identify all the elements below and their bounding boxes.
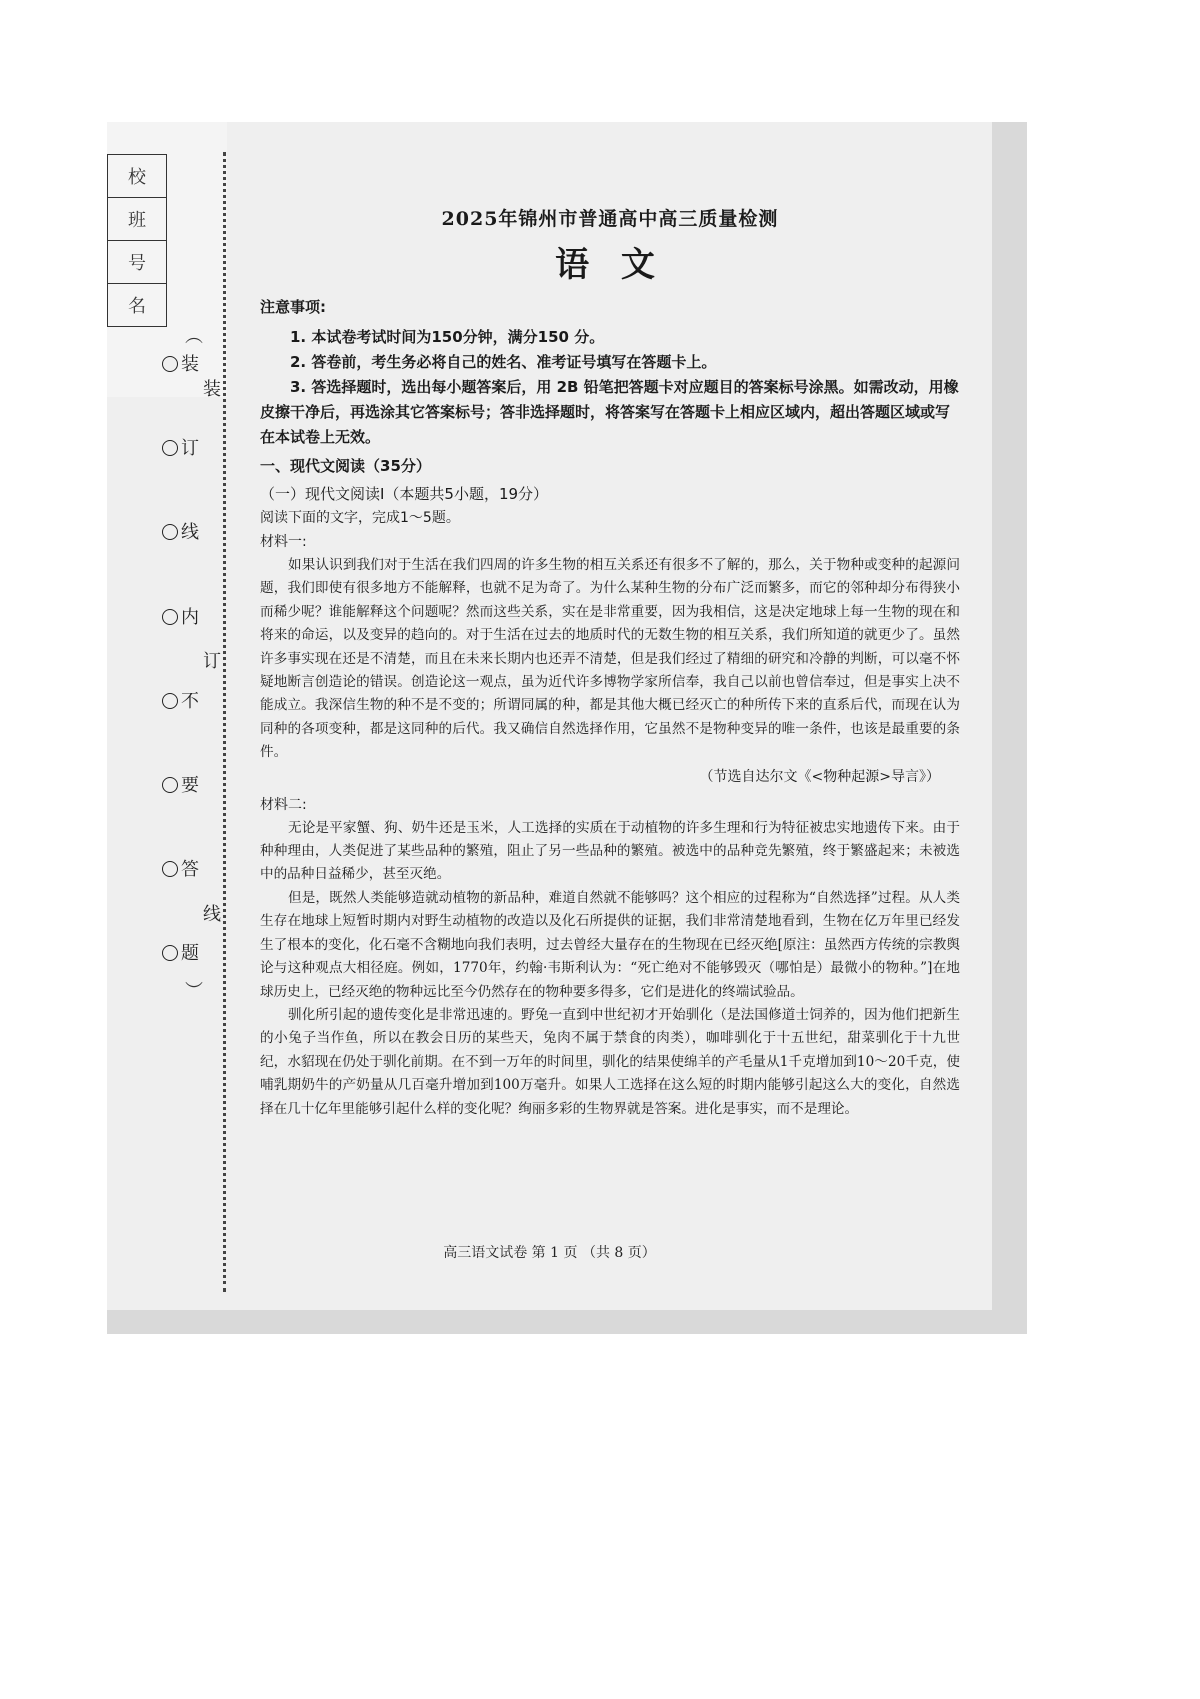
material-1-source: （节选自达尔文《<物种起源>导言》） — [699, 768, 940, 785]
exam-content — [260, 192, 960, 1121]
binding-label-zhuang: 装 — [203, 379, 221, 400]
subject-title: 语 文 — [555, 245, 665, 285]
info-label-number: 号 — [108, 241, 167, 284]
material-1-text: 如果认识到我们对于生活在我们四周的许多生物的相互关系还有很多不了解的，那么，关于物种或变种的起源问题，我们即使有很多地方不能解释，也就不足为奇了。为什么某种生物的分布广泛而繁多，而它的邻种却分布得狭小而稀少呢？谁能解释这个问题呢？然而这些关系，实在是非常重要，因为我相信，这是决定地球上每一生物的现在和将来的命运，以及变异的趋向的。对于生活在过去的地质时代的无数生物的相互关系，我们所知道的就更少了。虽然许多事实现在还是不清楚，而且在未来长期内也还弄不清楚，但是我们经过了精细的研究和冷静的判断，可以毫不怀疑地断言创造论的错误。创造论这一观点，虽为近代许多博物学家所信奉，我自己以前也曾信奉过，但是事实上决不能成立。我深信生物的种不是不变的；所谓同属的种，都是其他大概已经灭亡的种所传下来的直系后代，而现在认为同种的各项变种，都是这同种的后代。我又确信自然选择作用，它虽然不是物种变异的唯一条件，也该是最重要的条件。 — [260, 557, 960, 761]
seal-circle — [162, 861, 178, 877]
binding-label-ding: 订 — [203, 651, 221, 672]
material-2-paragraph: 但是，既然人类能够造就动植物的新品种，难道自然就不能够吗？这个相应的过程称为“自然选择”过程。从人类生存在地球上短暂时期内对野生动植物的改造以及化石所提供的证据，我们非常清楚地看到，生物在亿万年里已经发生了根本的变化，化石毫不含糊地向我们表明，过去曾经大量存在的生物现在已经灭绝[原注：虽然西方传统的宗教舆论与这种观点大相径庭。例如，1770年，约翰·韦斯利认为：“死亡绝对不能够毁灭（哪怕是）最微小的物种。”]在地球历史上，已经灭绝的物种远比至今仍然存在的物种要多得多，它们是进化的终端试验品。 — [260, 889, 960, 1000]
seal-char: 答 — [181, 859, 199, 880]
reading-instruction: 阅读下面的文字，完成1～5题。 — [260, 510, 460, 526]
info-label-name: 名 — [108, 284, 167, 327]
seal-circle — [162, 609, 178, 625]
seal-char: 不 — [181, 691, 199, 712]
page-footer: 高三语文试卷 第 1 页 （共 8 页） — [443, 1245, 656, 1261]
seal-char: 订 — [181, 438, 199, 459]
notice-item: 2. 答卷前，考生务必将自己的姓名、准考证号填写在答题卡上。 — [290, 353, 717, 371]
seal-char: 线 — [181, 522, 199, 543]
seal-char: 装 — [181, 354, 199, 375]
binding-dotted-line — [223, 152, 226, 1292]
seal-circle — [162, 524, 178, 540]
section-heading: 一、现代文阅读（35分） — [260, 457, 431, 475]
exam-title: 2025年锦州市普通高中高三质量检测 — [441, 208, 779, 230]
material-2-label: 材料二: — [260, 796, 307, 813]
scanned-page-shadow — [107, 122, 1027, 1334]
seal-circle — [162, 693, 178, 709]
notice-heading: 注意事项: — [260, 298, 326, 316]
exam-paper — [107, 122, 992, 1310]
subsection-heading: （一）现代文阅读Ⅰ（本题共5小题，19分） — [260, 485, 549, 503]
notice-item: 1. 本试卷考试时间为150分钟，满分150 分。 — [290, 328, 605, 346]
seal-circle — [162, 945, 178, 961]
material-1-label: 材料一: — [260, 534, 307, 550]
seal-paren-close: ︶ — [185, 981, 203, 1002]
material-2-paragraph: 无论是平家蟹、狗、奶牛还是玉米，人工选择的实质在于动植物的许多生理和行为特征被忠实地遗传下来。由于种种理由，人类促进了某些品种的繁殖，阻止了另一些品种的繁殖。被选中的品种竞先繁殖，终于繁盛起来；未被选中的品种日益稀少，甚至灭绝。 — [260, 819, 960, 883]
seal-char: 内 — [181, 607, 199, 628]
info-label-school: 校 — [108, 155, 167, 198]
info-label-class: 班 — [108, 198, 167, 241]
seal-char: 要 — [181, 775, 199, 796]
notice-item: 3. 答选择题时，选出每小题答案后，用 2B 铅笔把答题卡对应题目的答案标号涂黑。如需改动，用橡皮擦干净后，再选涂其它答案标号；答非选择题时，将答案写在答题卡上相应区域内，超出答题区域或写在本试卷上无效。 — [260, 378, 959, 446]
seal-circle — [162, 440, 178, 456]
seal-circle — [162, 777, 178, 793]
binding-label-xian: 线 — [203, 904, 221, 925]
seal-paren-open: ︵ — [185, 326, 203, 347]
material-2-paragraph: 驯化所引起的遗传变化是非常迅速的。野兔一直到中世纪初才开始驯化（是法国修道士饲养的，因为他们把新生的小兔子当作鱼，所以在教会日历的某些天，兔肉不属于禁食的肉类），咖啡驯化于十五世纪，甜菜驯化于十九世纪，水貂现在仍处于驯化前期。在不到一万年的时间里，驯化的结果使绵羊的产毛量从1千克增加到10～20千克，使哺乳期奶牛的产奶量从几百毫升增加到100万毫升。如果人工选择在这么短的时期内能够引起这么大的变化，自然选择在几十亿年里能够引起什么样的变化呢？绚丽多彩的生物界就是答案。进化是事实，而不是理论。 — [260, 1006, 960, 1117]
student-info-table — [107, 154, 167, 327]
seal-circle — [162, 356, 178, 372]
seal-char: 题 — [181, 943, 199, 964]
